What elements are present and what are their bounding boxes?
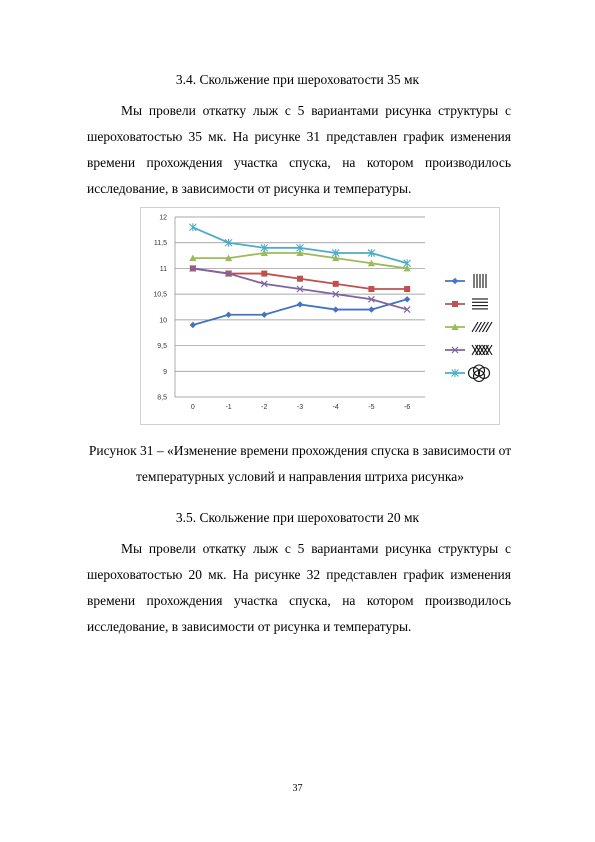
legend-marker-2 <box>452 301 458 307</box>
x-tick-label: -2 <box>261 404 268 411</box>
x-tick-label: -3 <box>296 404 304 411</box>
figure-caption-line-1: Рисунок 31 – «Изменение времени прохождения спуска в зависимости от <box>88 443 512 458</box>
y-tick-label: 8,5 <box>157 394 167 402</box>
section-heading-3-5: 3.5. Скольжение при шероховатости 20 мк <box>175 510 420 525</box>
y-tick-label: 10 <box>159 317 167 325</box>
x-tick-label: -4 <box>332 404 339 411</box>
figure-caption-line-2: температурных условий и направления штриха рисунка» <box>136 469 464 484</box>
data-point <box>333 281 339 287</box>
y-tick-label: 9 <box>163 368 167 376</box>
x-tick-label: -5 <box>368 404 375 411</box>
x-tick-label: 0 <box>190 404 195 411</box>
page-number: 37 <box>292 783 303 794</box>
y-tick-label: 12 <box>159 214 167 222</box>
x-tick-label: -6 <box>404 404 411 411</box>
figure-31-chart <box>140 207 500 425</box>
section-paragraph-3-4: Мы провели откатку лыж с 5 вариантами рисунка структуры с шероховатостью 35 мк. На рисунке 31 представлен график изменения времени прохождения участка спуска, на котором производилось исследование, в зависимости от рисунка и температуры. <box>87 103 511 196</box>
figure-caption <box>80 438 520 490</box>
chart-frame <box>141 208 500 425</box>
x-tick-label: -1 <box>225 404 232 411</box>
data-point <box>297 276 303 282</box>
y-tick-label: 11 <box>159 265 167 273</box>
y-tick-label: 9,5 <box>157 343 167 351</box>
y-tick-label: 11,5 <box>153 240 167 248</box>
y-tick-label: 10,5 <box>153 291 167 299</box>
section-paragraph-3-5: Мы провели откатку лыж с 5 вариантами рисунка структуры с шероховатостью 20 мк. На рисунке 32 представлен график изменения времени прохождения участка спуска, на котором производилось исследование, в зависимости от рисунка и температуры. <box>87 541 511 634</box>
data-point <box>368 286 374 292</box>
section-heading-3-4: 3.4. Скольжение при шероховатости 35 мк <box>175 72 420 87</box>
data-point <box>261 271 267 277</box>
data-point <box>404 286 410 292</box>
